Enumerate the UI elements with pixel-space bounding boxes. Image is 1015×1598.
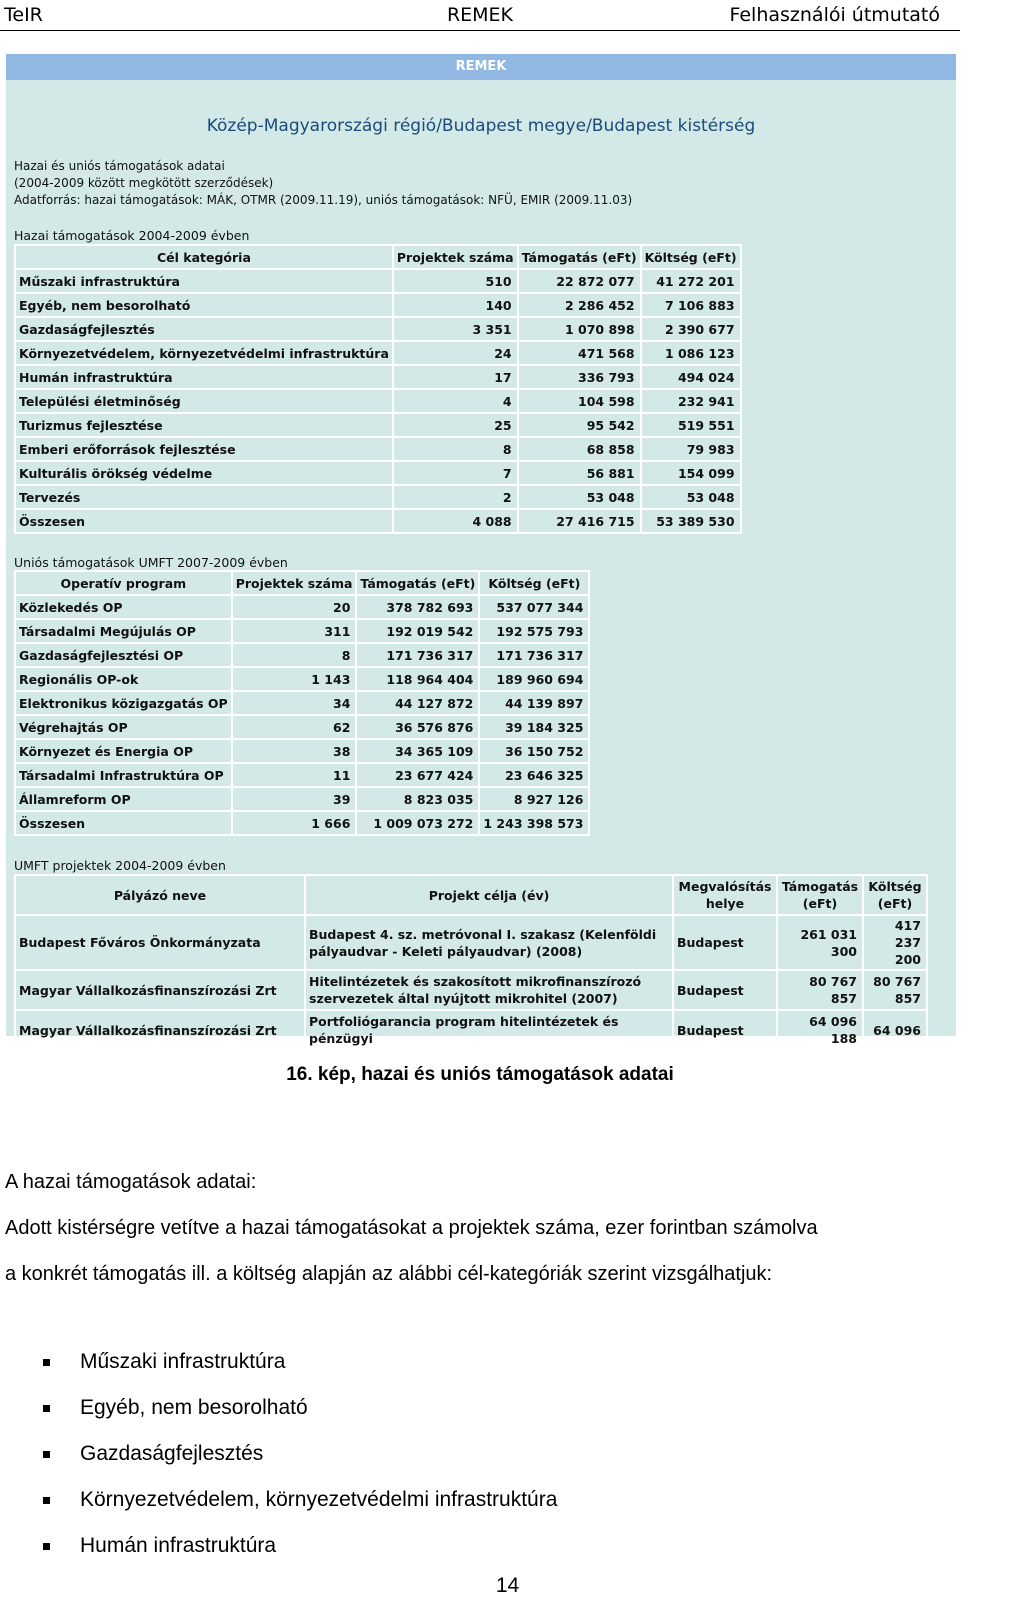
column-header: Költség (eFt) [863, 875, 927, 915]
table-cell: 8 823 035 [356, 787, 479, 811]
list-item: Humán infrastruktúra [40, 1534, 557, 1580]
table-cell: Végrehajtás OP [15, 715, 232, 739]
table-cell: 41 272 201 [641, 269, 741, 293]
table-cell: 20 [232, 595, 357, 619]
table-row [15, 619, 589, 643]
column-header: Támogatás (eFt) [518, 245, 641, 269]
page-header [0, 0, 960, 31]
table-cell: 311 [232, 619, 357, 643]
table-header-row [15, 875, 927, 915]
table-cell: 80 767 857 [777, 970, 863, 1010]
column-header: Támogatás (eFt) [777, 875, 863, 915]
column-header: Költség (eFt) [641, 245, 741, 269]
table-cell: 1 009 073 272 [356, 811, 479, 835]
umft-table-title: UMFT projektek 2004-2009 évben [14, 858, 226, 873]
table-row [15, 739, 589, 763]
table-cell: Környezet és Energia OP [15, 739, 232, 763]
table-row [15, 389, 741, 413]
table-cell: Gazdaságfejlesztési OP [15, 643, 232, 667]
column-header: Támogatás (eFt) [356, 571, 479, 595]
list-item: Műszaki infrastruktúra [40, 1350, 557, 1396]
table-row [15, 715, 589, 739]
table-cell: 104 598 [518, 389, 641, 413]
table-row [15, 763, 589, 787]
table-cell: 7 106 883 [641, 293, 741, 317]
table-cell: Egyéb, nem besorolható [15, 293, 393, 317]
table-cell: 189 960 694 [479, 667, 589, 691]
table-header-row [15, 245, 741, 269]
table-cell: 39 [232, 787, 357, 811]
header-right: Felhasználói útmutató [729, 4, 940, 26]
column-header: Operatív program [15, 571, 232, 595]
table-cell: 23 646 325 [479, 763, 589, 787]
region-title: Közép-Magyarországi régió/Budapest megye/Budapest kistérség [206, 116, 756, 136]
table-cell: 4 088 [393, 509, 518, 533]
table-row [15, 485, 741, 509]
meta-line: (2004-2009 között megkötött szerződések) [14, 176, 274, 190]
list-item: Környezetvédelem, környezetvédelmi infrastruktúra [40, 1488, 557, 1534]
table-cell: Portfoliógarancia program hitelintézetek és pénzügyi [305, 1010, 673, 1050]
table-cell: 53 048 [641, 485, 741, 509]
table-cell: 64 096 188 [777, 1010, 863, 1050]
table-cell: 34 [232, 691, 357, 715]
meta-block [14, 158, 632, 209]
column-header: Projektek száma [232, 571, 357, 595]
table-cell: Összesen [15, 811, 232, 835]
table-cell: 1 070 898 [518, 317, 641, 341]
list-item: Gazdaságfejlesztés [40, 1442, 557, 1488]
table-cell: 95 542 [518, 413, 641, 437]
header-center: REMEK [446, 4, 514, 26]
table-cell: Budapest [673, 970, 777, 1010]
table-row [15, 643, 589, 667]
table-cell: Államreform OP [15, 787, 232, 811]
table-cell: 336 793 [518, 365, 641, 389]
table-cell: Elektronikus közigazgatás OP [15, 691, 232, 715]
table-cell: 140 [393, 293, 518, 317]
table-cell: 68 858 [518, 437, 641, 461]
table-cell: Humán infrastruktúra [15, 365, 393, 389]
table-cell: 36 576 876 [356, 715, 479, 739]
table-cell: 11 [232, 763, 357, 787]
table-cell: 537 077 344 [479, 595, 589, 619]
table-cell: Műszaki infrastruktúra [15, 269, 393, 293]
table-cell: 378 782 693 [356, 595, 479, 619]
table-cell: 39 184 325 [479, 715, 589, 739]
table-cell: Magyar Vállalkozásfinanszírozási Zrt [15, 970, 305, 1010]
table-cell: 7 [393, 461, 518, 485]
table-cell: 53 048 [518, 485, 641, 509]
hazai-table-title: Hazai támogatások 2004-2009 évben [14, 228, 250, 243]
table-cell: Budapest [673, 915, 777, 970]
column-header: Költség (eFt) [479, 571, 589, 595]
table-cell: Budapest [673, 1010, 777, 1050]
figure-caption: 16. kép, hazai és uniós támogatások adatai [286, 1064, 674, 1085]
table-cell: Tervezés [15, 485, 393, 509]
table-cell: 25 [393, 413, 518, 437]
table-cell: 154 099 [641, 461, 741, 485]
table-row [15, 1010, 927, 1050]
header-left: TeIR [4, 4, 43, 26]
table-cell: Hitelintézetek és szakosított mikrofinanszírozó szervezetek által nyújtott mikrohitel (2007) [305, 970, 673, 1010]
table-cell: 79 983 [641, 437, 741, 461]
table-row [15, 341, 741, 365]
meta-line: Hazai és uniós támogatások adatai [14, 159, 225, 173]
table-cell: Kulturális örökség védelme [15, 461, 393, 485]
table-row [15, 437, 741, 461]
table-cell: 171 736 317 [479, 643, 589, 667]
table-cell: 64 096 [863, 1010, 927, 1050]
table-cell: 1 086 123 [641, 341, 741, 365]
unios-table-title: Uniós támogatások UMFT 2007-2009 évben [14, 555, 288, 570]
table-row [15, 365, 741, 389]
table-cell: 34 365 109 [356, 739, 479, 763]
meta-line: Adatforrás: hazai támogatások: MÁK, OTMR (2009.11.19), uniós támogatások: NFÜ, EMIR (2009.11.03) [14, 193, 633, 207]
table-row [15, 269, 741, 293]
table-cell: Budapest 4. sz. metróvonal I. szakasz (Kelenföldi pályaudvar - Keleti pályaudvar) (2008) [305, 915, 673, 970]
table-row [15, 970, 927, 1010]
table-cell: 1 243 398 573 [479, 811, 589, 835]
app-title-bar: REMEK [6, 54, 956, 80]
table-cell: Budapest Főváros Önkormányzata [15, 915, 305, 970]
table-cell: 38 [232, 739, 357, 763]
table-cell: 2 [393, 485, 518, 509]
table-cell: 17 [393, 365, 518, 389]
page-number: 14 [495, 1574, 520, 1597]
table-cell: Társadalmi Megújulás OP [15, 619, 232, 643]
table-cell: 118 964 404 [356, 667, 479, 691]
table-row [15, 811, 589, 835]
table-cell: 192 019 542 [356, 619, 479, 643]
table-cell: 56 881 [518, 461, 641, 485]
table-cell: 171 736 317 [356, 643, 479, 667]
table-cell: 510 [393, 269, 518, 293]
table-cell: Közlekedés OP [15, 595, 232, 619]
table-cell: 261 031 300 [777, 915, 863, 970]
column-header: Cél kategória [15, 245, 393, 269]
table-cell: 44 127 872 [356, 691, 479, 715]
table-cell: Magyar Vállalkozásfinanszírozási Zrt [15, 1010, 305, 1050]
table-cell: Összesen [15, 509, 393, 533]
table-cell: 27 416 715 [518, 509, 641, 533]
table-cell: Gazdaságfejlesztés [15, 317, 393, 341]
umft-table [14, 874, 928, 1051]
table-cell: 494 024 [641, 365, 741, 389]
table-row [15, 915, 927, 970]
table-cell: Társadalmi Infrastruktúra OP [15, 763, 232, 787]
table-row [15, 293, 741, 317]
column-header: Projekt célja (év) [305, 875, 673, 915]
table-cell: 36 150 752 [479, 739, 589, 763]
table-row [15, 317, 741, 341]
list-item: Egyéb, nem besorolható [40, 1396, 557, 1442]
table-cell: Regionális OP-ok [15, 667, 232, 691]
table-cell: 4 [393, 389, 518, 413]
table-cell: 471 568 [518, 341, 641, 365]
table-cell: 192 575 793 [479, 619, 589, 643]
paragraph-line: Adott kistérségre vetítve a hazai támogatásokat a projektek száma, ezer forintban számolva [5, 1217, 818, 1239]
table-cell: 8 [232, 643, 357, 667]
table-cell: 24 [393, 341, 518, 365]
table-cell: 44 139 897 [479, 691, 589, 715]
category-list [40, 1350, 557, 1580]
table-header-row [15, 571, 589, 595]
paragraph-line: a konkrét támogatás ill. a költség alapján az alábbi cél-kategóriák szerint vizsgálhatjuk: [5, 1263, 773, 1285]
table-cell: Emberi erőforrások fejlesztése [15, 437, 393, 461]
table-row [15, 595, 589, 619]
table-cell: 80 767 857 [863, 970, 927, 1010]
table-cell: 3 351 [393, 317, 518, 341]
table-cell: 8 927 126 [479, 787, 589, 811]
table-row [15, 413, 741, 437]
table-cell: 23 677 424 [356, 763, 479, 787]
table-cell: 232 941 [641, 389, 741, 413]
hazai-table [14, 244, 742, 534]
table-cell: 22 872 077 [518, 269, 641, 293]
table-cell: 2 286 452 [518, 293, 641, 317]
section-heading: A hazai támogatások adatai: [5, 1171, 257, 1193]
table-cell: 53 389 530 [641, 509, 741, 533]
table-row [15, 461, 741, 485]
table-cell: 519 551 [641, 413, 741, 437]
table-row [15, 691, 589, 715]
table-cell: Turizmus fejlesztése [15, 413, 393, 437]
table-cell: 1 143 [232, 667, 357, 691]
table-cell: 8 [393, 437, 518, 461]
column-header: Pályázó neve [15, 875, 305, 915]
table-cell: 62 [232, 715, 357, 739]
table-row [15, 787, 589, 811]
table-cell: 2 390 677 [641, 317, 741, 341]
column-header: Projektek száma [393, 245, 518, 269]
table-cell: 417 237 200 [863, 915, 927, 970]
table-row [15, 509, 741, 533]
table-cell: 1 666 [232, 811, 357, 835]
embedded-screenshot [6, 54, 956, 1046]
unios-table [14, 570, 590, 836]
table-cell: Települési életminőség [15, 389, 393, 413]
table-row [15, 667, 589, 691]
column-header: Megvalósítás helye [673, 875, 777, 915]
table-cell: Környezetvédelem, környezetvédelmi infrastruktúra [15, 341, 393, 365]
